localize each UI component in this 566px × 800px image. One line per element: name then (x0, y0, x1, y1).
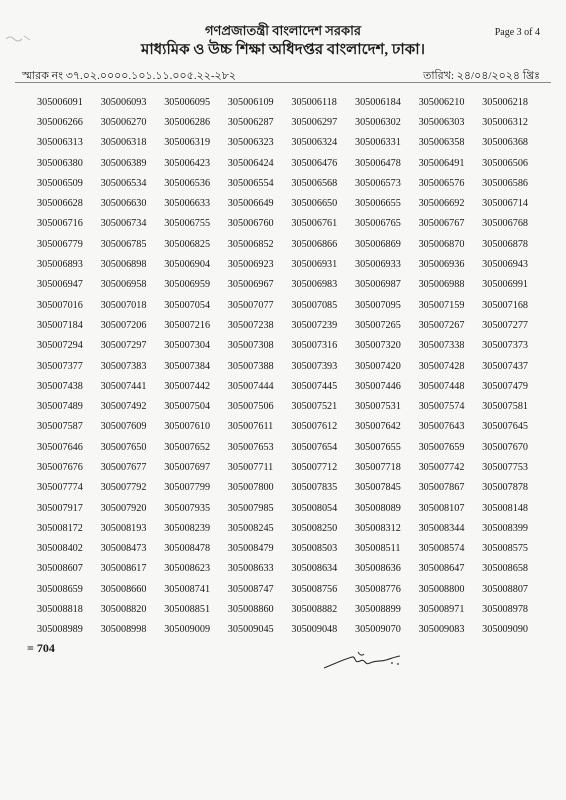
roll-number-cell: 305008607 (37, 563, 83, 575)
roll-number-cell: 305007655 (354, 441, 401, 453)
roll-number-cell: 305007428 (418, 360, 465, 372)
roll-number-cell: 305006184 (354, 96, 401, 108)
roll-number-cell: 305007867 (418, 482, 465, 494)
roll-number-cell: 305008647 (418, 563, 465, 575)
table-row (37, 193, 546, 213)
roll-number-cell: 305006478 (354, 157, 401, 169)
roll-number-cell: 305007018 (100, 299, 147, 311)
roll-number-cell: 305007492 (100, 401, 147, 413)
roll-number-cell: 305006324 (291, 137, 338, 149)
roll-number-cell: 305006779 (37, 238, 83, 250)
roll-number-cell: 305007697 (164, 461, 211, 473)
roll-number-cell: 305007612 (291, 421, 338, 433)
roll-number-cell: 305006506 (482, 157, 528, 169)
roll-number-cell: 305007610 (164, 421, 211, 433)
roll-number-cell: 305007054 (164, 299, 211, 311)
table-row (37, 437, 546, 457)
roll-number-cell: 305007521 (291, 401, 338, 413)
roll-number-cell: 305007653 (227, 441, 274, 453)
roll-number-cell: 305007574 (418, 401, 465, 413)
roll-number-cell: 305007504 (164, 401, 211, 413)
roll-number-cell: 305006302 (354, 116, 401, 128)
roll-number-cell: 305006318 (100, 137, 147, 149)
table-row (37, 457, 546, 477)
roll-number-cell: 305006898 (100, 259, 147, 271)
roll-number-cell: 305006380 (37, 157, 83, 169)
roll-number-cell: 305007239 (291, 319, 338, 331)
roll-number-cell: 305009009 (164, 624, 211, 636)
roll-number-cell: 305007611 (227, 421, 274, 433)
roll-number-cell: 305009048 (291, 624, 338, 636)
roll-number-cell: 305007581 (482, 401, 528, 413)
roll-number-cell: 305007878 (482, 482, 528, 494)
table-row (37, 356, 546, 376)
roll-number-cell: 305008478 (164, 543, 211, 555)
roll-number-cell: 305007753 (482, 461, 528, 473)
roll-number-cell: 305007159 (418, 299, 465, 311)
roll-number-cell: 305008473 (100, 543, 147, 555)
roll-number-cell: 305007652 (164, 441, 211, 453)
memo-number: স্মারক নং ৩৭.০২.০০০০.১০১.১১.০০৫.২২-২৮২ (22, 70, 236, 82)
roll-number-cell: 305006091 (37, 96, 83, 108)
roll-number-cell: 305007646 (37, 441, 83, 453)
roll-number-cell: 305006692 (418, 198, 465, 210)
roll-number-cell: 305006568 (291, 177, 338, 189)
roll-number-cell: 305006987 (354, 279, 401, 291)
roll-number-cell: 305007677 (100, 461, 147, 473)
roll-number-cell: 305007377 (37, 360, 83, 372)
roll-number-cell: 305006323 (227, 137, 274, 149)
table-row (37, 153, 546, 173)
roll-number-cell: 305008503 (291, 543, 338, 555)
roll-number-cell: 305008479 (227, 543, 274, 555)
roll-number-cell: 305007442 (164, 380, 211, 392)
roll-number-cell: 305008851 (164, 604, 211, 616)
roll-number-cell: 305007383 (100, 360, 147, 372)
roll-number-cell: 305006633 (164, 198, 211, 210)
header-divider (15, 82, 551, 83)
total-count: = 704 (27, 641, 55, 655)
table-row (37, 620, 546, 640)
roll-number-cell: 305006218 (482, 96, 528, 108)
roll-number-cell: 305008741 (164, 583, 211, 595)
roll-number-cell: 305007489 (37, 401, 83, 413)
roll-number-cell: 305006270 (100, 116, 147, 128)
signature (320, 648, 410, 676)
roll-number-cell: 305006650 (291, 198, 338, 210)
roll-number-cell: 305007650 (100, 441, 147, 453)
roll-number-cell: 305007016 (37, 299, 83, 311)
roll-number-cell: 305007085 (291, 299, 338, 311)
roll-number-cell: 305009083 (418, 624, 465, 636)
roll-number-cell: 305007297 (100, 340, 147, 352)
roll-number-cell: 305008800 (418, 583, 465, 595)
table-row (37, 315, 546, 335)
roll-number-cell: 305007438 (37, 380, 83, 392)
roll-number-cell: 305006768 (482, 218, 528, 230)
roll-number-cell: 305006630 (100, 198, 147, 210)
roll-number-cell: 305006586 (482, 177, 528, 189)
roll-number-cell: 305008575 (482, 543, 528, 555)
roll-number-cell: 305008617 (100, 563, 147, 575)
roll-number-cell: 305007718 (354, 461, 401, 473)
roll-number-cell: 305008971 (418, 604, 465, 616)
roll-number-cell: 305007659 (418, 441, 465, 453)
roll-number-cell: 305007304 (164, 340, 211, 352)
roll-number-cell: 305006983 (291, 279, 338, 291)
roll-number-cell: 305007800 (227, 482, 274, 494)
roll-number-cell: 305006210 (418, 96, 465, 108)
roll-number-cell: 305008989 (37, 624, 83, 636)
roll-number-cell: 305007384 (164, 360, 211, 372)
roll-number-cell: 305007265 (354, 319, 401, 331)
roll-number-cell: 305008148 (482, 502, 528, 514)
roll-number-cell: 305007316 (291, 340, 338, 352)
roll-number-cell: 305008574 (418, 543, 465, 555)
margin-scribble (4, 30, 36, 44)
table-row (37, 417, 546, 437)
roll-number-cell: 305008747 (227, 583, 274, 595)
roll-number-cell: 305006958 (100, 279, 147, 291)
roll-number-cell: 305007712 (291, 461, 338, 473)
roll-number-cell: 305008054 (291, 502, 338, 514)
roll-number-cell: 305007642 (354, 421, 401, 433)
table-row (37, 478, 546, 498)
roll-number-cell: 305007742 (418, 461, 465, 473)
roll-number-cell: 305008399 (482, 522, 528, 534)
roll-number-cell: 305008659 (37, 583, 83, 595)
roll-number-cell: 305008636 (354, 563, 401, 575)
roll-number-cell: 305006988 (418, 279, 465, 291)
roll-number-cell: 305008511 (354, 543, 401, 555)
roll-number-cell: 305007676 (37, 461, 83, 473)
roll-number-cell: 305007587 (37, 421, 83, 433)
roll-number-cell: 305006878 (482, 238, 528, 250)
roll-number-cell: 305008633 (227, 563, 274, 575)
roll-number-cell: 305007393 (291, 360, 338, 372)
roll-number-cell: 305008807 (482, 583, 528, 595)
roll-number-cell: 305006931 (291, 259, 338, 271)
roll-number-cell: 305008978 (482, 604, 528, 616)
roll-number-cell: 305008756 (291, 583, 338, 595)
roll-number-cell: 305006628 (37, 198, 83, 210)
roll-number-cell: 305006424 (227, 157, 274, 169)
roll-number-cell: 305008860 (227, 604, 274, 616)
roll-number-cell: 305008107 (418, 502, 465, 514)
roll-number-cell: 305006765 (354, 218, 401, 230)
roll-number-cell: 305007373 (482, 340, 528, 352)
roll-number-cell: 305006491 (418, 157, 465, 169)
roll-number-cell: 305006870 (418, 238, 465, 250)
roll-number-cell: 305006760 (227, 218, 274, 230)
roll-number-cell: 305007479 (482, 380, 528, 392)
roll-number-cell: 305007446 (354, 380, 401, 392)
roll-number-cell: 305006755 (164, 218, 211, 230)
roll-number-cell: 305008882 (291, 604, 338, 616)
roll-number-cell: 305006319 (164, 137, 211, 149)
roll-number-cell: 305006825 (164, 238, 211, 250)
roll-number-cell: 305007531 (354, 401, 401, 413)
roll-number-cell: 305006109 (227, 96, 274, 108)
roll-number-cell: 305006303 (418, 116, 465, 128)
roll-number-cell: 305007216 (164, 319, 211, 331)
roll-number-cell: 305006761 (291, 218, 338, 230)
roll-number-cell: 305007445 (291, 380, 338, 392)
roll-number-cell: 305008344 (418, 522, 465, 534)
table-row (37, 559, 546, 579)
roll-number-cell: 305007277 (482, 319, 528, 331)
roll-number-cell: 305006476 (291, 157, 338, 169)
roll-number-cell: 305007320 (354, 340, 401, 352)
page-number: Page 3 of 4 (494, 27, 540, 38)
roll-number-cell: 305006959 (164, 279, 211, 291)
roll-number-cell: 305006852 (227, 238, 274, 250)
roll-number-cell: 305007168 (482, 299, 528, 311)
roll-number-cell: 305007420 (354, 360, 401, 372)
table-row (37, 254, 546, 274)
roll-number-cell: 305007643 (418, 421, 465, 433)
roll-number-cell: 305006714 (482, 198, 528, 210)
roll-number-cell: 305007095 (354, 299, 401, 311)
table-row (37, 214, 546, 234)
roll-number-cell: 305007267 (418, 319, 465, 331)
roll-number-cell: 305006368 (482, 137, 528, 149)
roll-number-cell: 305006991 (482, 279, 528, 291)
roll-number-cell: 305006287 (227, 116, 274, 128)
roll-number-cell: 305007437 (482, 360, 528, 372)
roll-number-cell: 305007448 (418, 380, 465, 392)
roll-number-cell: 305008998 (100, 624, 147, 636)
table-row (37, 92, 546, 112)
roll-number-cell: 305008402 (37, 543, 83, 555)
roll-number-cell: 305006947 (37, 279, 83, 291)
roll-number-cell: 305008660 (100, 583, 147, 595)
roll-number-cell: 305009070 (354, 624, 401, 636)
roll-number-cell: 305008634 (291, 563, 338, 575)
roll-number-cell: 305006716 (37, 218, 83, 230)
table-row (37, 539, 546, 559)
roll-number-cell: 305007294 (37, 340, 83, 352)
roll-number-cell: 305008623 (164, 563, 211, 575)
roll-number-cell: 305006118 (291, 96, 337, 108)
table-row (37, 599, 546, 619)
roll-number-cell: 305007645 (482, 421, 528, 433)
roll-number-cell: 305006923 (227, 259, 274, 271)
roll-number-cell: 305008820 (100, 604, 147, 616)
roll-number-cell: 305007792 (100, 482, 147, 494)
roll-number-cell: 305007774 (37, 482, 83, 494)
roll-number-cell: 305006767 (418, 218, 465, 230)
roll-number-cell: 305007654 (291, 441, 338, 453)
roll-number-cell: 305007206 (100, 319, 147, 331)
roll-number-cell: 305007444 (227, 380, 274, 392)
roll-number-cell: 305006093 (100, 96, 147, 108)
table-row (37, 275, 546, 295)
roll-number-cell: 305009090 (482, 624, 528, 636)
roll-number-cell: 305006266 (37, 116, 83, 128)
roll-number-cell: 305006312 (482, 116, 528, 128)
table-row (37, 133, 546, 153)
roll-number-cell: 305006904 (164, 259, 211, 271)
roll-number-cell: 305006933 (354, 259, 401, 271)
roll-number-cell: 305007388 (227, 360, 274, 372)
roll-number-cell: 305007506 (227, 401, 274, 413)
table-row (37, 579, 546, 599)
roll-number-cell: 305006649 (227, 198, 274, 210)
roll-number-cell: 305008089 (354, 502, 401, 514)
table-row (37, 498, 546, 518)
roll-number-cell: 305006936 (418, 259, 465, 271)
roll-number-cell: 305006358 (418, 137, 465, 149)
table-row (37, 234, 546, 254)
roll-number-cell: 305006573 (354, 177, 401, 189)
roll-number-cell: 305007609 (100, 421, 147, 433)
roll-number-cell: 305007920 (100, 502, 147, 514)
roll-number-cell: 305008312 (354, 522, 401, 534)
roll-number-cell: 305006866 (291, 238, 338, 250)
roll-number-cell: 305007799 (164, 482, 211, 494)
roll-number-cell: 305006536 (164, 177, 211, 189)
roll-number-cell: 305009045 (227, 624, 274, 636)
roll-number-cell: 305008193 (100, 522, 147, 534)
table-row (37, 518, 546, 538)
roll-number-cell: 305006095 (164, 96, 211, 108)
table-row (37, 112, 546, 132)
document-date: তারিখ: ২৪/০৪/২০২৪ খ্রিঃ (423, 70, 540, 82)
roll-number-cell: 305008245 (227, 522, 274, 534)
table-row (37, 295, 546, 315)
roll-number-cell: 305006554 (227, 177, 274, 189)
roll-number-cell: 305006734 (100, 218, 147, 230)
roll-number-cell: 305006297 (291, 116, 338, 128)
roll-number-cell: 305006534 (100, 177, 147, 189)
roll-number-cell: 305007308 (227, 340, 274, 352)
roll-number-cell: 305007441 (100, 380, 147, 392)
roll-number-cell: 305006423 (164, 157, 211, 169)
roll-number-cell: 305006893 (37, 259, 83, 271)
roll-number-cell: 305006331 (354, 137, 401, 149)
roll-number-cell: 305008818 (37, 604, 83, 616)
roll-number-cell: 305007711 (227, 461, 274, 473)
roll-number-cell: 305006286 (164, 116, 211, 128)
roll-number-cell: 305006943 (482, 259, 528, 271)
roll-number-cell: 305007184 (37, 319, 83, 331)
roll-number-cell: 305006509 (37, 177, 83, 189)
roll-number-cell: 305007238 (227, 319, 274, 331)
roll-number-cell: 305007835 (291, 482, 338, 494)
table-row (37, 376, 546, 396)
roll-number-cell: 305008658 (482, 563, 528, 575)
roll-number-cell: 305008239 (164, 522, 211, 534)
roll-number-cell: 305008172 (37, 522, 83, 534)
government-title: গণপ্রজাতন্ত্রী বাংলাদেশ সরকার (204, 23, 362, 38)
roll-number-table (37, 92, 546, 640)
roll-number-cell: 305008776 (354, 583, 401, 595)
directorate-title: মাধ্যমিক ও উচ্চ শিক্ষা অধিদপ্তর বাংলাদেশ, ঢাকা। (141, 42, 425, 58)
roll-number-cell: 305007338 (418, 340, 465, 352)
roll-number-cell: 305006389 (100, 157, 147, 169)
roll-number-cell: 305007935 (164, 502, 211, 514)
roll-number-cell: 305006655 (354, 198, 401, 210)
roll-number-cell: 305008250 (291, 522, 338, 534)
roll-number-cell: 305007670 (482, 441, 528, 453)
roll-number-cell: 305006576 (418, 177, 465, 189)
table-row (37, 336, 546, 356)
roll-number-cell: 305008899 (354, 604, 401, 616)
roll-number-cell: 305006869 (354, 238, 401, 250)
roll-number-cell: 305006967 (227, 279, 274, 291)
roll-number-cell: 305007077 (227, 299, 274, 311)
roll-number-cell: 305007845 (354, 482, 401, 494)
roll-number-cell: 305006313 (37, 137, 83, 149)
roll-number-cell: 305007985 (227, 502, 274, 514)
table-row (37, 173, 546, 193)
table-row (37, 396, 546, 416)
roll-number-cell: 305007917 (37, 502, 83, 514)
roll-number-cell: 305006785 (100, 238, 147, 250)
